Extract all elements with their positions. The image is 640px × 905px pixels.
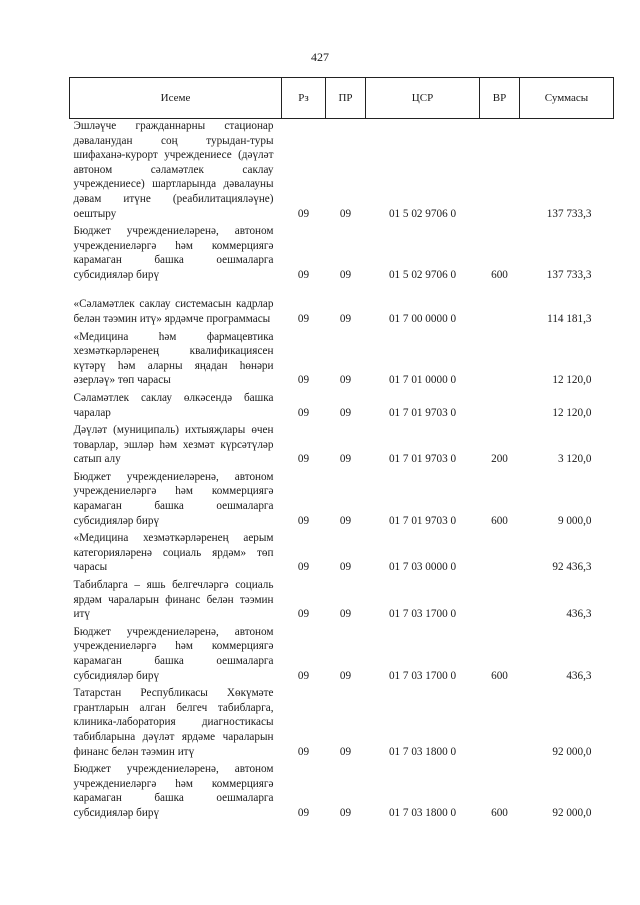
row-vr: 600: [491, 669, 508, 682]
row-pr: 09: [339, 514, 352, 527]
row-csr: 01 5 02 9706 0: [388, 207, 457, 220]
row-pr: 09: [339, 745, 352, 758]
table-row: [70, 286, 614, 330]
row-csr: 01 7 03 0000 0: [388, 561, 457, 574]
row-rz: 09: [297, 312, 310, 325]
row-sum: 137 733,3: [546, 207, 592, 220]
row-vr: 600: [491, 514, 508, 527]
row-name: Табибларга – яшь белгечләргә социаль ярдәм чараларын финанс белән тәэмин итү: [73, 579, 274, 621]
row-pr: 09: [339, 207, 352, 220]
row-name: Бюджет учреждениеләренә, автоном учреждениеләргә һәм коммерциягә карамаган башка оешмаларга субсидияләр бирү: [73, 763, 274, 819]
row-sum: 137 733,3: [546, 268, 592, 281]
table-row: [70, 423, 614, 470]
table-row: [70, 391, 614, 423]
table-row: [70, 119, 614, 225]
table-row: [70, 470, 614, 531]
row-vr: [480, 330, 520, 391]
row-vr: [480, 391, 520, 423]
row-sum: 114 181,3: [547, 312, 592, 325]
row-csr: 01 7 01 9703 0: [388, 453, 457, 466]
row-vr: [480, 531, 520, 578]
row-name: Дәүләт (муниципаль) ихтыяҗлары өчен товарлар, эшләр һәм хезмәт күрсәтүләр сатып алу: [73, 424, 274, 466]
row-vr: [480, 578, 520, 625]
row-vr: 600: [491, 268, 508, 281]
row-sum: 92 436,3: [552, 561, 592, 574]
row-name: Бюджет учреждениеләренә, автоном учреждениеләргә һәм коммерциягә карамаган башка оешмаларга субсидияләр бирү: [73, 470, 274, 527]
table-row: [70, 224, 614, 285]
row-sum: 436,3: [566, 669, 592, 682]
row-vr: 600: [491, 806, 508, 819]
header-sum: Суммасы: [520, 78, 614, 119]
row-sum: 9 000,0: [557, 514, 592, 527]
row-sum: 92 000,0: [552, 806, 592, 819]
row-rz: 09: [297, 669, 310, 682]
row-name: «Медицина хезмәткәрләренең аерым категорияләренә социаль ярдәм» төп чарасы: [73, 532, 274, 574]
row-pr: 09: [339, 806, 352, 819]
row-pr: 09: [339, 268, 352, 281]
table-row: [70, 531, 614, 578]
row-rz: 09: [297, 608, 310, 621]
row-name: «Медицина һәм фармацевтика хезмәткәрләренең квалификациясен күтәрү һәм аларны яңадан һөнәри әзерләү» төп чарасы: [73, 330, 274, 387]
row-rz: 09: [297, 374, 310, 387]
row-sum: 92 000,0: [552, 745, 592, 758]
row-rz: 09: [297, 745, 310, 758]
row-rz: 09: [297, 207, 310, 220]
header-pr: ПР: [326, 78, 366, 119]
row-csr: 01 7 03 1700 0: [388, 669, 457, 682]
row-name: Бюджет учреждениеләренә, автоном учреждениеләргә һәм коммерциягә карамаган башка оешмаларга субсидияләр бирү: [73, 225, 274, 281]
table-row: [70, 330, 614, 391]
row-name: Эшләүче гражданнарны стационар дәваланудан соң турыдан-туры шифаханә-курорт учреждениесе (дәүләт автоном сәламәтлек саклау учреждениесе) шартларында дәвалауны дәвам итүне (реабилитацияләүне) оештыру: [73, 120, 274, 220]
row-csr: 01 7 01 0000 0: [388, 374, 457, 387]
row-csr: 01 7 01 9703 0: [388, 406, 457, 419]
row-pr: 09: [339, 669, 352, 682]
row-name: Татарстан Республикасы Хөкүмәте грантларын алган белгеч табибларга, клиника-лаборатория диагностикасы табибларына дәүләт ярдәме чараларын финанс белән тәэмин итү: [73, 687, 274, 758]
table-header-row: [70, 78, 614, 119]
table-row: [70, 686, 614, 762]
row-pr: 09: [339, 374, 352, 387]
row-sum: 12 120,0: [552, 374, 592, 387]
header-rz: Рз: [282, 78, 326, 119]
row-csr: 01 7 03 1800 0: [388, 806, 457, 819]
row-rz: 09: [297, 453, 310, 466]
row-vr: [480, 686, 520, 762]
table-row: [70, 762, 614, 823]
row-sum: 3 120,0: [557, 453, 592, 466]
row-name: Сәламәтлек саклау өлкәсендә башка чаралар: [73, 391, 274, 419]
row-rz: 09: [297, 514, 310, 527]
row-vr: [480, 119, 520, 225]
row-pr: 09: [339, 608, 352, 621]
row-csr: 01 7 03 1800 0: [388, 745, 457, 758]
budget-table: [69, 77, 614, 824]
row-csr: 01 5 02 9706 0: [388, 268, 457, 281]
table-row: [70, 625, 614, 686]
row-name: Бюджет учреждениеләренә, автоном учреждениеләргә һәм коммерциягә карамаган башка оешмаларга субсидияләр бирү: [73, 625, 274, 682]
page-number: 427: [311, 50, 329, 64]
row-pr: 09: [339, 453, 352, 466]
row-pr: 09: [339, 561, 352, 574]
header-name: Исеме: [70, 78, 282, 119]
row-sum: 436,3: [566, 608, 592, 621]
row-rz: 09: [297, 268, 310, 281]
row-vr: 200: [491, 453, 508, 466]
row-rz: 09: [297, 406, 310, 419]
row-rz: 09: [297, 806, 310, 819]
row-csr: 01 7 03 1700 0: [388, 608, 457, 621]
row-csr: 01 7 00 0000 0: [388, 312, 457, 325]
row-vr: [480, 286, 520, 330]
row-pr: 09: [339, 406, 352, 419]
header-vr: ВР: [480, 78, 520, 119]
row-name: «Сәламәтлек саклау системасын кадрлар белән тәэмин итү» ярдәмче программасы: [73, 298, 274, 325]
row-sum: 12 120,0: [552, 406, 592, 419]
row-csr: 01 7 01 9703 0: [388, 514, 457, 527]
table-row: [70, 578, 614, 625]
header-csr: ЦСР: [366, 78, 480, 119]
row-rz: 09: [297, 561, 310, 574]
row-pr: 09: [339, 312, 352, 325]
